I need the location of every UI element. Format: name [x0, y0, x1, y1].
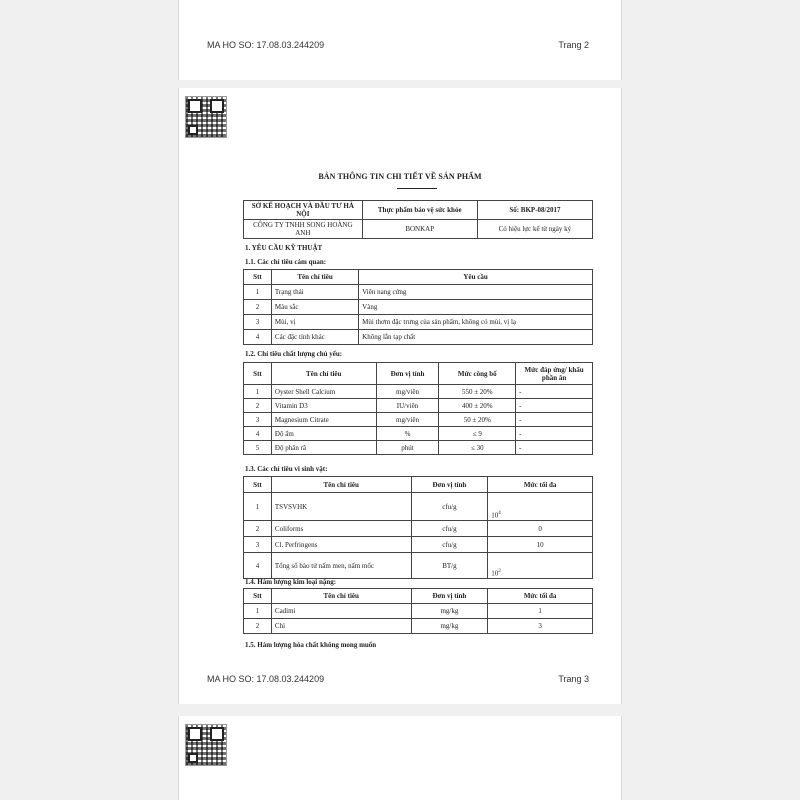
section-heading: 1.5. Hàm lượng hóa chất không mong muốn [245, 641, 377, 649]
table-row [244, 399, 593, 413]
cell: Cadimi [271, 604, 411, 619]
cell: Cl. Perfringens [271, 537, 411, 553]
cell: 1 [244, 385, 272, 399]
cell: 10 [488, 537, 593, 553]
cell: 1 [244, 604, 272, 619]
cell: - [516, 399, 593, 413]
table-row [244, 604, 593, 619]
column-header: Mức tối đa [488, 477, 593, 493]
cell: BT/g [411, 553, 488, 579]
cell: 3 [244, 315, 272, 330]
document-code: MA HO SO: 17.08.03.244209 [207, 674, 325, 684]
table-row [244, 330, 593, 345]
cell: TSVSVHK [271, 493, 411, 521]
table-row [244, 315, 593, 330]
table-row [244, 619, 593, 634]
cell: 4 [244, 330, 272, 345]
heavy-metal-table [243, 588, 593, 634]
cell: 1 [244, 493, 272, 521]
cell: % [376, 427, 439, 441]
column-header: Stt [244, 589, 272, 604]
cell: mg/kg [411, 604, 488, 619]
cell: Mùi, vị [271, 315, 358, 330]
qr-code-icon [185, 96, 227, 138]
value-exponent: 2 [498, 568, 501, 574]
cell: 2 [244, 300, 272, 315]
cell: Độ ẩm [271, 427, 376, 441]
cell: 0 [488, 521, 593, 537]
cell: 3 [488, 619, 593, 634]
table-row [244, 521, 593, 537]
column-header: Mức tối đa [488, 589, 593, 604]
cell: - [516, 413, 593, 427]
cell: Coliforms [271, 521, 411, 537]
cell: 2 [244, 399, 272, 413]
page-number: Trang 3 [558, 674, 589, 684]
value-base: 10 [491, 511, 499, 519]
table-row [244, 285, 593, 300]
cell: Độ phân rã [271, 441, 376, 455]
page-footer [207, 674, 589, 684]
table-row [244, 427, 593, 441]
agency-cell: SỞ KẾ HOẠCH VÀ ĐẦU TƯ HÀ NỘI [244, 201, 363, 220]
cell: 4 [244, 553, 272, 579]
cell: Oyster Shell Calcium [271, 385, 376, 399]
column-header: Stt [244, 477, 272, 493]
cell: 5 [244, 441, 272, 455]
cell: Viên nang cứng [359, 285, 593, 300]
table-row [244, 493, 593, 521]
table-row [244, 300, 593, 315]
cell: 4 [244, 427, 272, 441]
column-header: Tên chỉ tiêu [271, 363, 376, 385]
cell: 550 ± 20% [439, 385, 516, 399]
cell: Màu sắc [271, 300, 358, 315]
cell: IU/viên [376, 399, 439, 413]
qr-code-icon [185, 724, 227, 766]
page-4-fragment [178, 716, 622, 800]
cell: 3 [244, 413, 272, 427]
cell: - [516, 441, 593, 455]
cell: mg/kg [411, 619, 488, 634]
section-heading: 1.2. Chỉ tiêu chất lượng chủ yếu: [245, 350, 343, 358]
section-heading: 1.3. Các chỉ tiêu vi sinh vật: [245, 465, 328, 473]
cell: 50 ± 20% [439, 413, 516, 427]
cell: 1 [244, 285, 272, 300]
document-number-cell: Số: BKP-08/2017 [477, 201, 592, 220]
cell: cfu/g [411, 521, 488, 537]
cell: phút [376, 441, 439, 455]
cell: 400 ± 20% [439, 399, 516, 413]
cell: 2 [244, 619, 272, 634]
table-row [244, 441, 593, 455]
cell: mg/viên [376, 385, 439, 399]
cell: Vitamin D3 [271, 399, 376, 413]
cell: cfu/g [411, 537, 488, 553]
column-header: Đơn vị tính [376, 363, 439, 385]
document-title: BẢN THÔNG TIN CHI TIẾT VỀ SẢN PHẨM [318, 172, 482, 181]
column-header: Mức công bố [439, 363, 516, 385]
product-type-cell: Thực phẩm bảo vệ sức khỏe [362, 201, 477, 220]
cell: Các đặc tính khác [271, 330, 358, 345]
table-row [244, 385, 593, 399]
column-header: Tên chỉ tiêu [271, 589, 411, 604]
column-header: Mức đáp ứng/ khẩu phần ăn [516, 363, 593, 385]
cell: - [516, 427, 593, 441]
company-cell: CÔNG TY TNHH SONG HOÀNG ANH [244, 220, 363, 239]
column-header: Đơn vị tính [411, 477, 488, 493]
page-footer [207, 40, 589, 50]
cell: ≤ 30 [439, 441, 516, 455]
cell: - [516, 385, 593, 399]
cell: Trạng thái [271, 285, 358, 300]
cell: Không lẫn tạp chất [359, 330, 593, 345]
column-header: Tên chỉ tiêu [271, 477, 411, 493]
cell: 1 [488, 604, 593, 619]
column-header: Đơn vị tính [411, 589, 488, 604]
max-value-cell [488, 493, 593, 521]
sensory-table [243, 269, 593, 345]
value-exponent: 4 [498, 510, 501, 516]
document-code: MA HO SO: 17.08.03.244209 [207, 40, 325, 50]
title-underline [397, 188, 437, 189]
table-row [244, 553, 593, 579]
section-heading: 1.1. Các chỉ tiêu cảm quan: [245, 258, 327, 266]
microbiology-table [243, 476, 593, 579]
cell: ≤ 9 [439, 427, 516, 441]
cell: Tổng số bào tử nấm men, nấm mốc [271, 553, 411, 579]
section-heading: 1. YÊU CẦU KỸ THUẬT [245, 244, 323, 252]
product-name-cell: BONKAP [362, 220, 477, 239]
page-number: Trang 2 [558, 40, 589, 50]
table-row [244, 537, 593, 553]
cell: Mùi thơm đặc trưng của sản phẩm, không có mùi, vị lạ [359, 315, 593, 330]
cell: Magnesium Citrate [271, 413, 376, 427]
cell: 2 [244, 521, 272, 537]
column-header: Yêu cầu [359, 270, 593, 285]
column-header: Tên chỉ tiêu [271, 270, 358, 285]
value-base: 10 [491, 569, 499, 577]
quality-table [243, 362, 593, 455]
page-3 [178, 88, 622, 704]
validity-cell: Có hiệu lực kể từ ngày ký [477, 220, 592, 239]
cell: Vàng [359, 300, 593, 315]
column-header: Stt [244, 270, 272, 285]
max-value-cell [488, 553, 593, 579]
section-heading: 1.4. Hàm lượng kim loại nặng: [245, 578, 337, 586]
cell: cfu/g [411, 493, 488, 521]
cell: 3 [244, 537, 272, 553]
product-header-table [243, 200, 593, 239]
table-row [244, 413, 593, 427]
cell: Chì [271, 619, 411, 634]
page-2-fragment [178, 0, 622, 80]
cell: mg/viên [376, 413, 439, 427]
column-header: Stt [244, 363, 272, 385]
